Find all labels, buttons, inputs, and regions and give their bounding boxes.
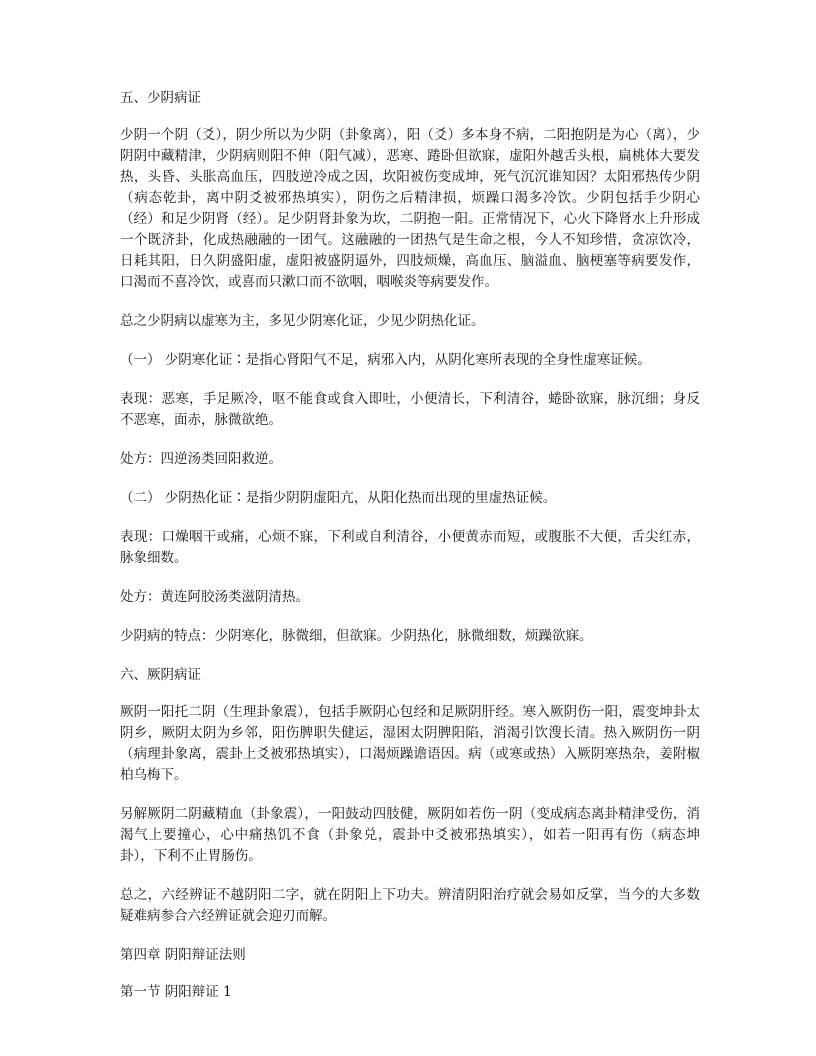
paragraph-heat-pattern-symptoms: 表现：口燥咽干或痛，心烦不寐，下利或自利清谷，小便黄赤而短，或腹胀不大便，舌尖红赤，脉象细数。 xyxy=(120,529,700,566)
section-heading-shaoyin: 五、少阴病证 xyxy=(120,90,201,106)
paragraph-cold-pattern-symptoms: 表现：恶寒，手足厥冷，呕不能食或食入即吐，小便清长，下利清谷，蜷卧欲寐，脉沉细；身反不恶寒，面赤，脉微欲绝。 xyxy=(120,391,700,428)
paragraph-cold-pattern-treatment: 处方：四逆汤类回阳救逆。 xyxy=(120,451,282,467)
paragraph-conclusion: 总之，六经辨证不越阴阳二字，就在阴阳上下功夫。辨清阴阳治疗就会易如反掌，当今的大多数疑难病参合六经辨证就会迎刃而解。 xyxy=(120,887,700,924)
document-page xyxy=(120,88,700,1019)
paragraph-shaoyin-summary: 总之少阴病以虚寒为主，多见少阴寒化证，少见少阴热化证。 xyxy=(120,313,485,329)
paragraph-shaoyin-overview: 少阴一个阴（爻），阴少所以为少阴（卦象离），阳（爻）多本身不病，二阳抱阴是为心（离），少阴阴中藏精津，少阴病则阳不伸（阳气减），恶寒、踡卧但欲寐，虚阳外越舌头根，扁桃体大要发热，头昏、头胀高血压，四肢逆冷成之因，坎阳被伤变成坤，死气沉沉谁知因？太阳邪热传少阴（病态乾卦，离中阴爻被邪热填实），阴伤之后精津损，烦躁口渴多冷饮。少阴包括手少阴心（经）和足少阴肾（经）。足少阴肾卦象为坎，二阴抱一阳。正常情况下，心火下降肾水上升形成一个既济卦，化成热融融的一团气。这融融的一团热气是生命之根，今人不知珍惜，贪凉饮冷，日耗其阳，日久阴盛阳虚，虚阳被盛阴逼外，四肢烦燥，高血压、脑溢血、脑梗塞等病要发作，口渴而不喜冷饮，或喜而只漱口而不欲咽，咽喉炎等病要发作。 xyxy=(120,127,700,290)
paragraph-jueyin-alternative: 另解厥阴二阴藏精血（卦象震），一阳鼓动四肢健，厥阴如若伤一阴（变成病态离卦精津受伤，消渴气上要撞心，心中痛热饥不食（卦象兑，震卦中爻被邪热填实），如若一阳再有伤（病态坤卦），下利不止胃肠伤。 xyxy=(120,806,700,864)
section-heading-first: 第一节 阴阳辩证 1 xyxy=(120,984,232,1000)
paragraph-heat-pattern-treatment: 处方：黄连阿胶汤类滋阴清热。 xyxy=(120,589,309,605)
paragraph-shaoyin-features: 少阴病的特点：少阴寒化，脉微细，但欲寐。少阴热化，脉微细数，烦躁欲寐。 xyxy=(120,628,593,644)
section-heading-jueyin: 六、厥阴病证 xyxy=(120,667,201,683)
paragraph-heat-pattern-definition: （二） 少阴热化证∶是指少阴阴虚阳亢，从阳化热而出现的里虚热证候。 xyxy=(120,490,557,506)
paragraph-cold-pattern-definition: （一） 少阴寒化证∶是指心肾阳气不足，病邪入内，从阴化寒所表现的全身性虚寒证候。 xyxy=(120,352,651,368)
chapter-heading: 第四章 阴阳辩证法则 xyxy=(120,947,246,963)
paragraph-jueyin-overview: 厥阴一阳托二阴（生理卦象震），包括手厥阴心包经和足厥阴肝经。寒入厥阴伤一阳，震变坤卦太阴乡，厥阴太阴为乡邻，阳伤脾职失健运，湿困太阴脾阳陷，消渴引饮溲长清。热入厥阴伤一阴（病理卦象离，震卦上爻被邪热填实），口渴烦躁谵语因。病（或寒或热）入厥阴寒热杂，姜附椒柏乌梅下。 xyxy=(120,704,700,783)
